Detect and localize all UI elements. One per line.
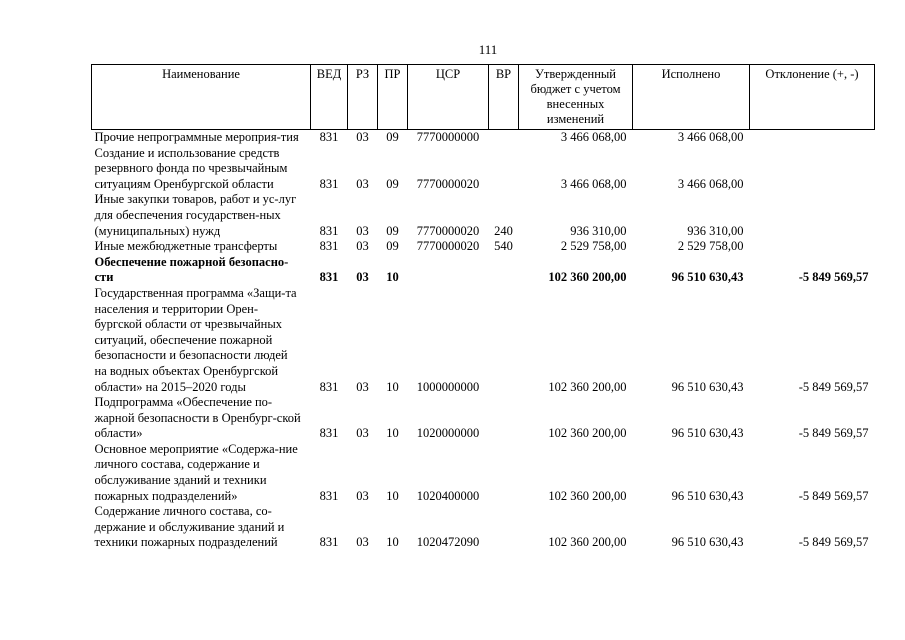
row-vr: [489, 255, 519, 286]
row-rz: 03: [356, 535, 369, 550]
row-executed: 96 510 630,43: [671, 379, 744, 394]
table-row: [92, 286, 875, 395]
row-deviation: [750, 239, 875, 255]
row-pr: 10: [386, 270, 399, 285]
header-executed: Исполнено: [633, 65, 750, 130]
row-vr: [489, 286, 519, 395]
table-row: [92, 442, 875, 504]
row-ved: 831: [319, 130, 339, 144]
row-ved: 831: [319, 176, 339, 191]
table-row: [92, 504, 875, 551]
table-row: [92, 239, 875, 255]
row-deviation: [750, 192, 875, 239]
table-row: [92, 192, 875, 239]
row-pr: 09: [386, 176, 399, 191]
row-pr: 09: [386, 223, 399, 238]
row-csr: 1020000000: [416, 426, 480, 441]
row-csr: 7770000020: [416, 176, 480, 191]
row-deviation: [750, 130, 875, 146]
row-csr: 1020472090: [416, 535, 480, 550]
row-csr: 7770000020: [416, 239, 480, 254]
row-vr: [489, 130, 519, 146]
row-deviation: [750, 146, 875, 193]
row-deviation: -5 849 569,57: [798, 270, 869, 285]
budget-table: [91, 64, 875, 551]
row-vr: 540: [494, 239, 513, 254]
header-deviation: Отклонение (+, -): [750, 65, 875, 130]
row-ved: 831: [319, 488, 339, 503]
row-pr: 10: [386, 426, 399, 441]
row-deviation: -5 849 569,57: [798, 488, 869, 503]
row-name: Основное мероприятие «Содержа-ние личного состава, содержание и обслуживание зданий и техники пожарных подразделений»: [94, 441, 298, 503]
row-pr: 10: [386, 379, 399, 394]
header-name: Наименование: [92, 65, 311, 130]
row-ved: 831: [319, 535, 339, 550]
row-csr: [408, 255, 489, 286]
row-deviation: -5 849 569,57: [798, 426, 869, 441]
row-csr: 7770000020: [416, 223, 480, 238]
row-rz: 03: [356, 379, 369, 394]
row-csr: 7770000000: [416, 130, 480, 144]
row-vr: [489, 395, 519, 442]
row-name: Содержание личного состава, со-держание и обслуживание зданий и техники пожарных подразделений: [94, 504, 285, 550]
row-executed: 2 529 758,00: [677, 239, 744, 254]
row-approved: 102 360 200,00: [548, 535, 627, 550]
row-rz: 03: [356, 270, 369, 285]
row-deviation: -5 849 569,57: [798, 535, 869, 550]
row-rz: 03: [356, 426, 369, 441]
row-name: Подпрограмма «Обеспечение по-жарной безопасности в Оренбург-ской области»: [94, 395, 301, 441]
row-name: Обеспечение пожарной безопасно-сти: [94, 254, 289, 285]
row-name: Иные закупки товаров, работ и ус-луг для обеспечения государствен-ных (муниципальных) нужд: [94, 192, 297, 238]
table-row-section: [92, 255, 875, 286]
row-executed: 3 466 068,00: [677, 130, 744, 144]
row-approved: 3 466 068,00: [560, 176, 627, 191]
row-deviation: -5 849 569,57: [798, 379, 869, 394]
header-ved: ВЕД: [311, 65, 348, 130]
row-pr: 09: [386, 130, 399, 144]
header-approved: Утвержденный бюджет с учетом внесенных изменений: [519, 65, 633, 130]
row-ved: 831: [319, 426, 339, 441]
row-pr: 09: [386, 239, 399, 254]
row-pr: 10: [386, 488, 399, 503]
table-row: [92, 130, 875, 146]
row-approved: 102 360 200,00: [548, 488, 627, 503]
row-approved: 102 360 200,00: [548, 379, 627, 394]
row-rz: 03: [356, 130, 369, 144]
row-csr: 1020400000: [416, 488, 480, 503]
row-ved: 831: [319, 223, 339, 238]
row-name: Прочие непрограммные мероприя-тия: [94, 130, 299, 144]
table-header-row: [92, 65, 875, 130]
row-approved: 102 360 200,00: [548, 426, 627, 441]
row-vr: [489, 504, 519, 551]
row-rz: 03: [356, 239, 369, 254]
row-name: Создание и использование средств резервного фонда по чрезвычайным ситуациям Оренбургской области: [94, 145, 288, 191]
row-pr: 10: [386, 535, 399, 550]
header-pr: ПР: [378, 65, 408, 130]
table-row: [92, 146, 875, 193]
row-ved: 831: [319, 379, 339, 394]
table-row: [92, 395, 875, 442]
row-name: Иные межбюджетные трансферты: [94, 239, 278, 254]
row-vr: [489, 146, 519, 193]
row-approved: 3 466 068,00: [560, 130, 627, 144]
row-executed: 936 310,00: [687, 223, 744, 238]
row-ved: 831: [319, 270, 339, 285]
row-approved: 102 360 200,00: [548, 270, 627, 285]
row-vr: [489, 442, 519, 504]
row-executed: 96 510 630,43: [671, 270, 744, 285]
header-csr: ЦСР: [408, 65, 489, 130]
row-vr: 240: [494, 223, 513, 238]
row-executed: 3 466 068,00: [677, 176, 744, 191]
row-csr: 1000000000: [416, 379, 480, 394]
row-rz: 03: [356, 223, 369, 238]
row-executed: 96 510 630,43: [671, 488, 744, 503]
row-rz: 03: [356, 176, 369, 191]
header-vr: ВР: [489, 65, 519, 130]
row-name: Государственная программа «Защи-та населения и территории Орен-бургской области от чрезвычайных ситуаций, обеспечение пожарной безопасности и безопасности людей на водных объектах Оренбургской области» на 2015–2020 годы: [94, 285, 297, 394]
page-number: 111: [478, 42, 498, 57]
row-approved: 936 310,00: [570, 223, 627, 238]
header-rz: РЗ: [348, 65, 378, 130]
row-ved: 831: [319, 239, 339, 254]
row-approved: 2 529 758,00: [560, 239, 627, 254]
row-executed: 96 510 630,43: [671, 426, 744, 441]
row-executed: 96 510 630,43: [671, 535, 744, 550]
row-rz: 03: [356, 488, 369, 503]
